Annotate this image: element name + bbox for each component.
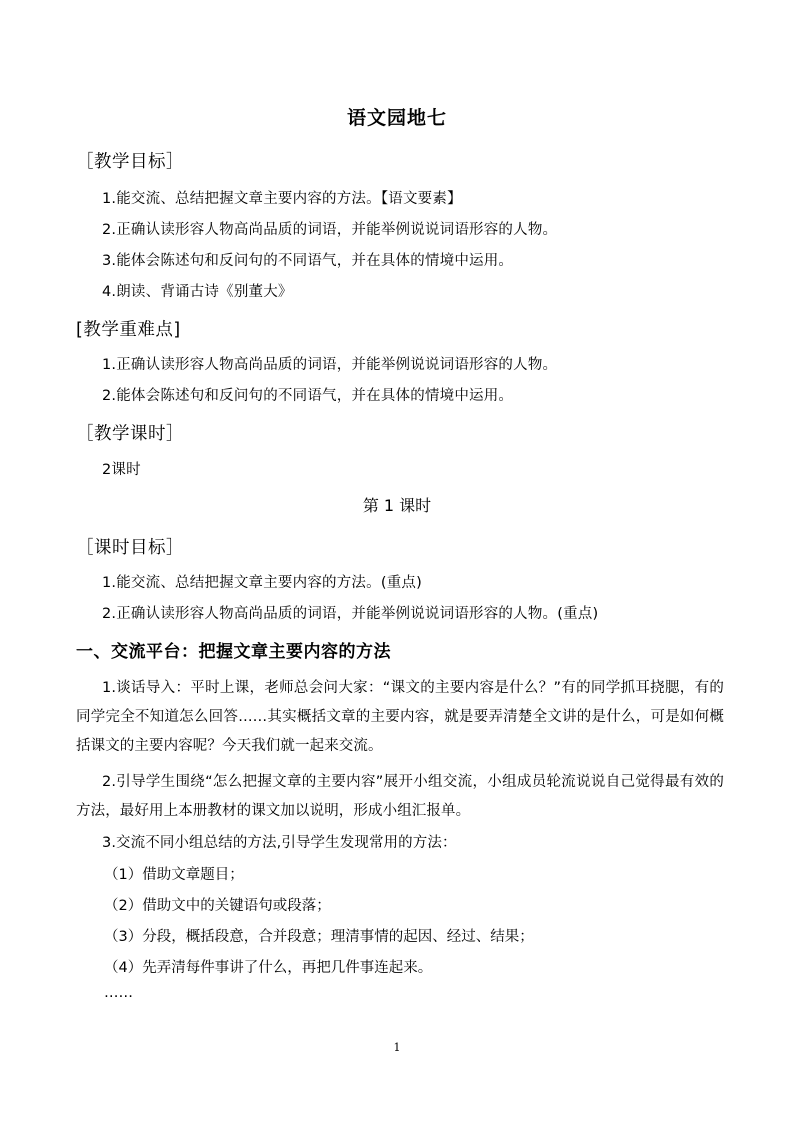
key-point-item: 1.正确认读形容人物高尚品质的词语，并能举例说说词语形容的人物。 <box>102 357 558 373</box>
method-item: （2）借助文中的关键语句或段落； <box>104 898 331 914</box>
key-points-heading: [教学重难点] <box>76 320 181 340</box>
section-1-heading: 一、交流平台：把握文章主要内容的方法 <box>76 642 391 662</box>
teaching-goal-item: 3.能体会陈述句和反问句的不同语气，并在具体的情境中运用。 <box>102 253 514 269</box>
teaching-goals-heading: ［教学目标］ <box>76 152 184 172</box>
teaching-hours-value: 2课时 <box>102 462 141 478</box>
document-title: 语文园地七 <box>346 107 447 129</box>
key-point-item: 2.能体会陈述句和反问句的不同语气，并在具体的情境中运用。 <box>102 388 514 404</box>
lesson-goal-item: 2.正确认读形容人物高尚品质的词语，并能举例说说词语形容的人物。(重点) <box>102 606 599 622</box>
teaching-goal-item: 1.能交流、总结把握文章主要内容的方法。【语文要素】 <box>102 191 462 207</box>
method-item: （4）先弄清每件事讲了什么，再把几件事连起来。 <box>104 960 433 976</box>
lesson-goal-item: 1.能交流、总结把握文章主要内容的方法。(重点) <box>102 575 422 591</box>
section-1-paragraph: 1.谈话导入：平时上课，老师总会问大家：“课文的主要内容是什么？”有的同学抓耳挠腮，有的同学完全不知道怎么回答……其实概括文章的主要内容，就是要弄清楚全文讲的是什么，可是如何概括课文的主要内容呢？今天我们就一起来交流。 <box>76 680 724 754</box>
ellipsis: …… <box>104 985 133 1001</box>
lesson-goals-heading: ［课时目标］ <box>76 538 184 558</box>
teaching-goal-item: 4.朗读、背诵古诗《别董大》 <box>102 284 293 300</box>
lesson-1-title: 第 1 课时 <box>362 496 432 515</box>
teaching-goal-item: 2.正确认读形容人物高尚品质的词语，并能举例说说词语形容的人物。 <box>102 222 558 238</box>
page-number: 1 <box>393 1041 401 1054</box>
section-1-paragraph: 2.引导学生围绕“怎么把握文章的主要内容”展开小组交流，小组成员轮流说说自己觉得最有效的方法，最好用上本册教材的课文加以说明，形成小组汇报单。 <box>76 774 724 819</box>
method-item: （3）分段，概括段意，合并段意；理清事情的起因、经过、结果； <box>104 929 534 945</box>
teaching-hours-heading: ［教学课时］ <box>76 424 184 444</box>
method-item: （1）借助文章题目； <box>104 867 244 883</box>
section-1-paragraph: 3.交流不同小组总结的方法,引导学生发现常用的方法： <box>102 835 457 851</box>
